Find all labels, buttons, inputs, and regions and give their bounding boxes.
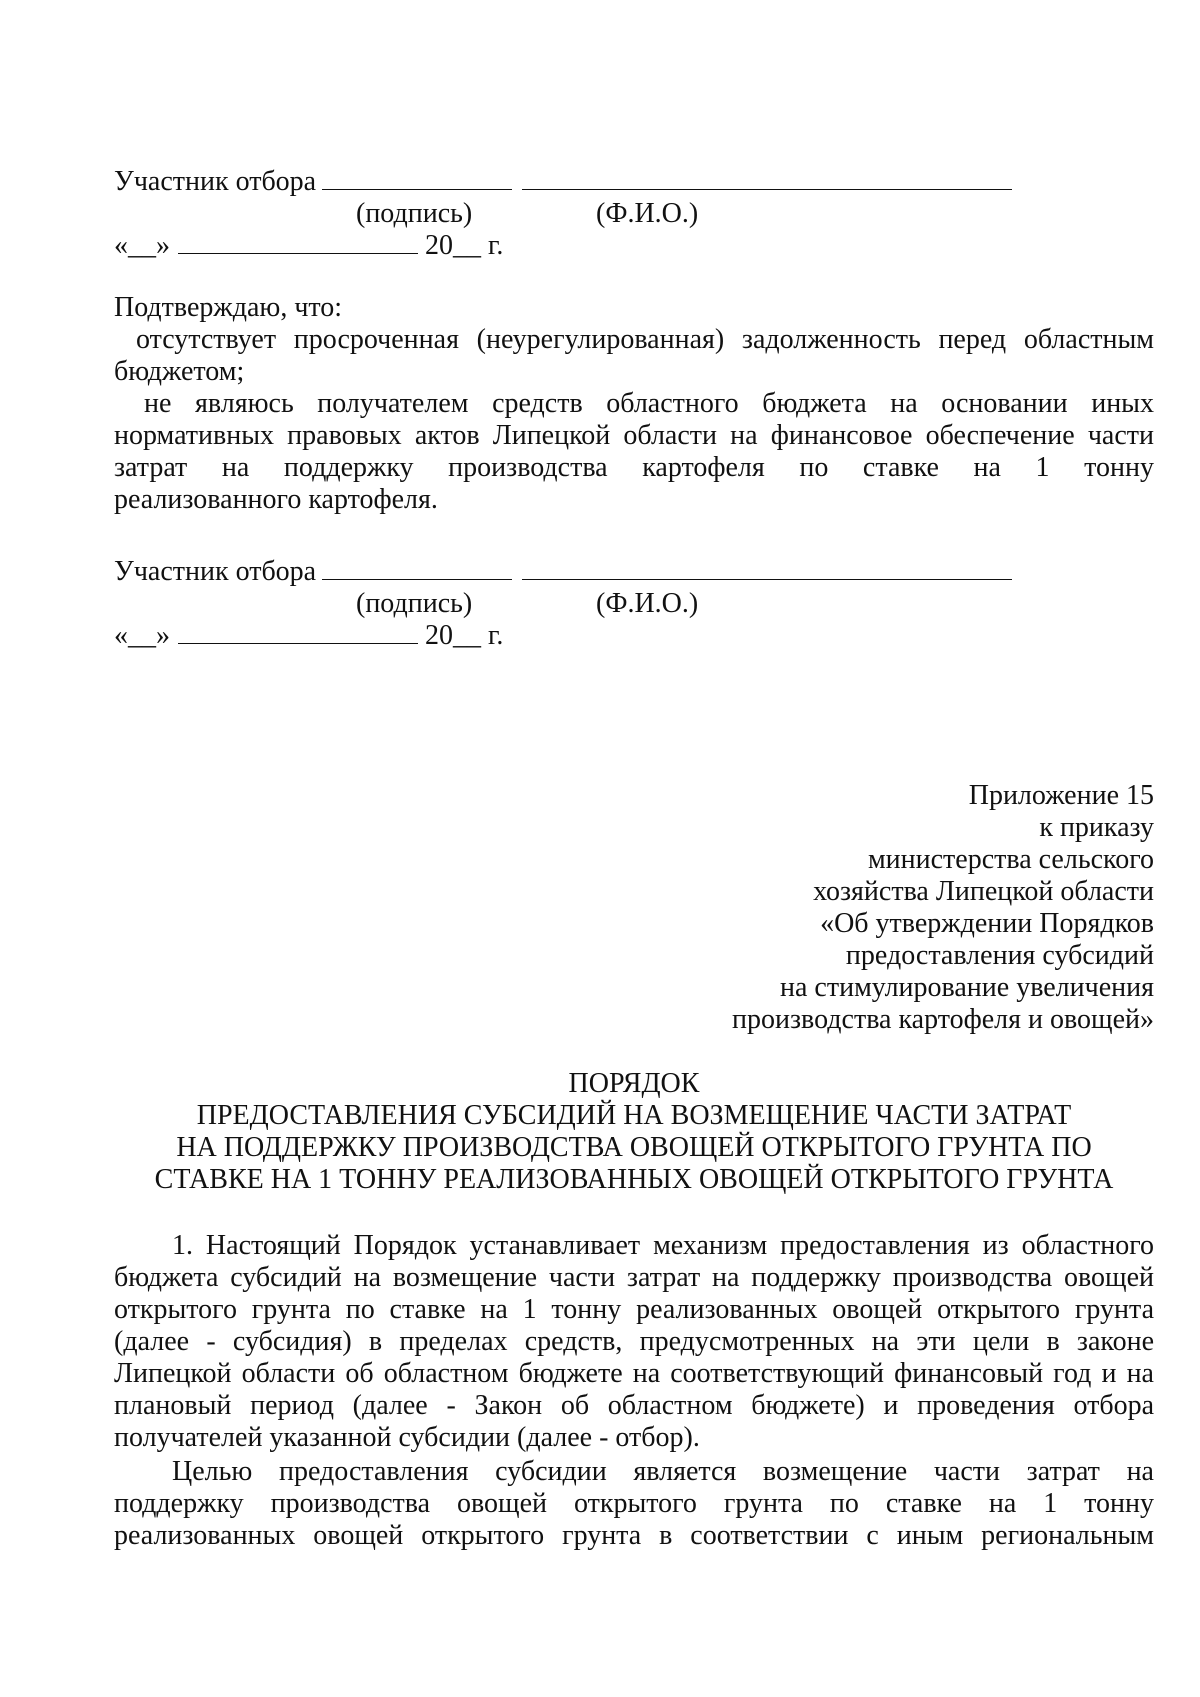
signature-blank <box>322 557 512 580</box>
caption-name: (Ф.И.О.) <box>596 588 699 619</box>
body-p1-line-5: Липецкой области об областном бюджете на соответствующий финансовый год и на <box>114 1358 1154 1389</box>
date-year: 20__ г. <box>425 230 504 261</box>
confirm-item-1-line-2: бюджетом; <box>114 356 245 387</box>
participant-label: Участник отбора <box>114 556 317 587</box>
caption-signature: (подпись) <box>356 198 473 229</box>
date-year: 20__ г. <box>425 620 504 651</box>
heading-line-1: ПОРЯДОК <box>568 1068 700 1099</box>
body-p1-line-4: (далее - субсидия) в пределах средств, предусмотренных на эти цели в законе <box>114 1326 1154 1357</box>
confirm-item-2-line-4: реализованного картофеля. <box>114 484 438 515</box>
heading-line-3: НА ПОДДЕРЖКУ ПРОИЗВОДСТВА ОВОЩЕЙ ОТКРЫТОГО ГРУНТА ПО <box>176 1132 1092 1163</box>
heading-line-4: СТАВКЕ НА 1 ТОННУ РЕАЛИЗОВАННЫХ ОВОЩЕЙ ОТКРЫТОГО ГРУНТА <box>154 1164 1114 1195</box>
signature-line-1 <box>114 166 1154 198</box>
date-month-blank <box>178 621 418 644</box>
body-p2-line-1: Целью предоставления субсидии является возмещение части затрат на <box>172 1456 1154 1487</box>
appendix-line-8: производства картофеля и овощей» <box>732 1004 1154 1035</box>
signature-blank <box>322 167 512 190</box>
confirm-item-2-line-1: не являюсь получателем средств областного бюджета на основании иных <box>144 388 1154 419</box>
signature-line-2 <box>114 556 1154 588</box>
body-p2-line-2: поддержку производства овощей открытого грунта по ставке на 1 тонну <box>114 1488 1154 1519</box>
name-blank <box>522 167 1012 190</box>
date-line-2 <box>114 620 1154 652</box>
body-p1-line-2: бюджета субсидий на возмещение части затрат на поддержку производства овощей <box>114 1262 1154 1293</box>
appendix-line-2: к приказу <box>1039 812 1154 843</box>
participant-label: Участник отбора <box>114 166 317 197</box>
caption-signature: (подпись) <box>356 588 473 619</box>
appendix-line-7: на стимулирование увеличения <box>780 972 1154 1003</box>
body-p1-line-3: открытого грунта по ставке на 1 тонну реализованных овощей открытого грунта <box>114 1294 1154 1325</box>
body-p2-line-3: реализованных овощей открытого грунта в соответствии с иным региональным <box>114 1520 1154 1551</box>
confirm-item-2-line-2: нормативных правовых актов Липецкой области на финансовое обеспечение части <box>114 420 1154 451</box>
confirm-item-1-line-1: отсутствует просроченная (неурегулированная) задолженность перед областным <box>136 324 1154 355</box>
body-p1-line-7: получателей указанной субсидии (далее - отбор). <box>114 1422 700 1453</box>
caption-name: (Ф.И.О.) <box>596 198 699 229</box>
confirm-item-2-line-3: затрат на поддержку производства картофеля по ставке на 1 тонну <box>114 452 1154 483</box>
date-month-blank <box>178 231 418 254</box>
date-day: «__» <box>114 230 170 261</box>
body-p1-line-6: плановый период (далее - Закон об областном бюджете) и проведения отбора <box>114 1390 1154 1421</box>
appendix-line-4: хозяйства Липецкой области <box>813 876 1154 907</box>
date-day: «__» <box>114 620 170 651</box>
name-blank <box>522 557 1012 580</box>
appendix-line-1: Приложение 15 <box>968 780 1154 811</box>
body-p1-line-1: 1. Настоящий Порядок устанавливает механизм предоставления из областного <box>172 1230 1154 1261</box>
appendix-line-3: министерства сельского <box>867 844 1154 875</box>
appendix-line-5: «Об утверждении Порядков <box>820 908 1154 939</box>
confirm-title: Подтверждаю, что: <box>114 292 343 323</box>
appendix-line-6: предоставления субсидий <box>845 940 1154 971</box>
date-line-1 <box>114 230 1154 262</box>
heading-line-2: ПРЕДОСТАВЛЕНИЯ СУБСИДИЙ НА ВОЗМЕЩЕНИЕ ЧАСТИ ЗАТРАТ <box>196 1100 1072 1131</box>
